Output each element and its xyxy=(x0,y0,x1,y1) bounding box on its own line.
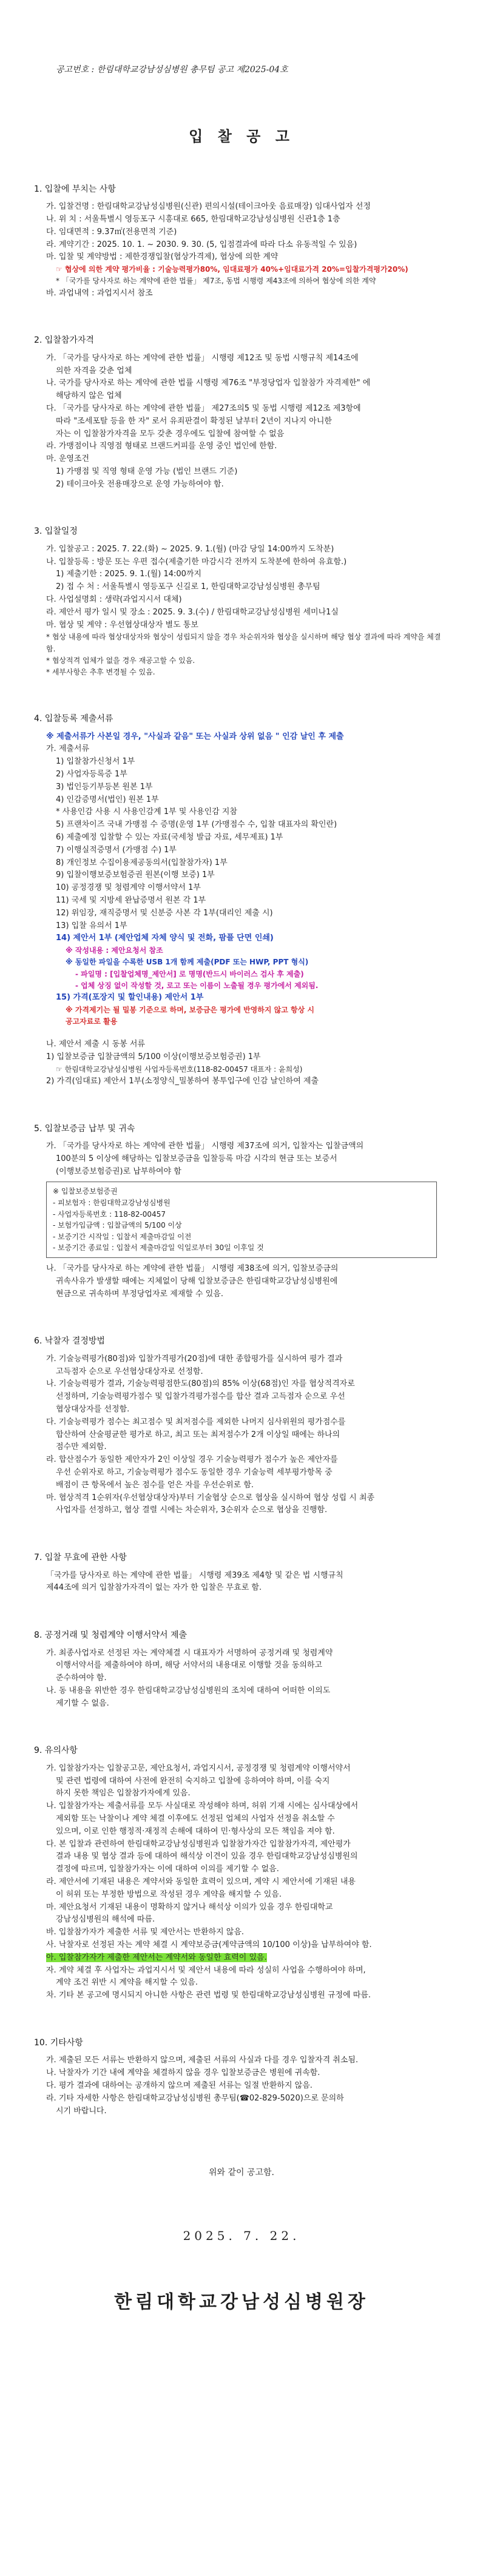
text-line: 합산하여 산술평균한 평가로 하고, 최고 또는 최저점수가 2개 이상일 때에는 하나의 xyxy=(56,1430,340,1439)
list-item: 8) 개인정보 수집이용제공동의서(입찰참가자) 1부 xyxy=(56,858,228,867)
text-line: 차. 기타 본 공고에 명시되지 아니한 사항은 관련 법령 및 한림대학교강남성심병원 규정에 따름. xyxy=(46,1991,371,2000)
box-line: ※ 입찰보증보험증권 xyxy=(53,1187,118,1196)
text-line: 마. 입찰 및 계약방법 : 제한경쟁입찰(협상가격제), 협상에 의한 계약 xyxy=(46,252,279,262)
section-8 xyxy=(34,1629,449,1710)
text-line: 협상대상자를 선정함. xyxy=(56,1404,130,1414)
section-9 xyxy=(34,1744,449,2002)
text-line: 가. 제출된 모든 서류는 반환하지 않으며, 제출된 서류의 사실과 다를 경우 입찰자격 취소됨. xyxy=(46,2056,359,2065)
proposal-note: ※ 작성내용 : 제안요청서 참조 xyxy=(66,946,163,955)
text-line: 결과 내용 및 협상 결과 등에 대하여 해석상 이견이 있을 경우 한림대학교강남성심병원의 xyxy=(56,1852,358,1861)
section-5 xyxy=(34,1122,449,1301)
text-line: 사업자를 선정하고, 협상 결렬 시에는 차순위자, 3순위자 순으로 협상을 진행함. xyxy=(56,1505,328,1515)
section-2 xyxy=(34,334,449,491)
text-line: 라. 제안서에 기재된 내용은 계약서와 동일한 효력이 있으며, 계약 시 제안서에 기재된 내용 xyxy=(46,1877,356,1887)
text-line: 제44조에 의거 입찰참가자격이 없는 자가 한 입찰은 무효로 함. xyxy=(46,1583,262,1593)
list-item: 5) 프랜차이즈 국내 가맹점 수 증명(운영 1부 (가맹점수 수, 입찰 대표자의 확인란) xyxy=(56,820,337,830)
text-line: 나. 국가를 당사자로 하는 계약에 관한 법률 시행령 제76조 "부정당업자 입찰참가 자격제한" 에 xyxy=(46,378,371,388)
bond-info-box xyxy=(46,1182,437,1258)
list-item: 10) 공정경쟁 및 청렴계약 이행서약서 1부 xyxy=(56,883,201,893)
section-heading: 6. 낙찰자 결정방법 xyxy=(34,1336,105,1347)
text-line: 「국가를 당사자로 하는 계약에 관한 법률」 시행령 제39조 제4항 및 같은 법 시행규칙 xyxy=(46,1570,343,1580)
highlighted-text: 아. 입찰참가자가 제출한 제안서는 계약서와 동일한 효력이 있음. xyxy=(46,1952,267,1962)
note-line: * 세부사항은 추후 변경될 수 있음. xyxy=(46,668,155,677)
text-line: 나. 「국가를 당사자로 하는 계약에 관한 법률」 시행령 제38조에 의거, 입찰보증금의 xyxy=(46,1263,339,1273)
text-line: 고득점자 순으로 우선협상대상자로 선정함. xyxy=(56,1367,203,1376)
list-item-proposal: 14) 제안서 1부 (제안업체 자체 양식 및 전화, 팜플 단면 인쇄) xyxy=(56,933,274,943)
text-line: 하지 못한 책임은 입찰참가자에게 있음. xyxy=(56,1789,191,1798)
section-heading: 10. 기타사항 xyxy=(34,2038,83,2048)
warning-line: ※ 제출서류가 사본일 경우, "사실과 같음" 또는 사실과 상위 없음 " 인감 날인 후 제출 xyxy=(46,731,344,741)
text-line: 마. 협상 및 계약 : 우선협상대상자 별도 통보 xyxy=(46,620,198,630)
list-item: 7) 이행실적증명서 (가맹점 수) 1부 xyxy=(56,845,177,855)
text-line: 1) 입찰보증금 입찰금액의 5/100 이상(이행보증보험증권) 1부 xyxy=(46,1052,261,1061)
text-line: 다. 사업설명회 : 생략(과업지시서 대체) xyxy=(46,595,182,605)
text-line: 있으며, 이로 인한 행정적·재정적 손해에 대하여 민·형사상의 모든 책임을 져야 함. xyxy=(56,1826,335,1836)
law-note: * 「국가를 당사자로 하는 계약에 관한 법률」 제7조, 동법 시행령 제43조에 의하여 협상에 의한 계약 xyxy=(56,277,376,286)
price-note: ※ 가격제기는 될 밀봉 기준으로 하며, 보증금은 평가에 반영하지 않고 항상 시 xyxy=(66,1005,314,1014)
section-1 xyxy=(34,183,449,300)
proposal-note: - 파일명 : [입찰업체명_제안서] 로 명명(반드시 바이러스 검사 후 제출) xyxy=(75,969,304,978)
text-line: 자. 계약 체결 후 사업자는 과업지시서 및 제안서 내용에 따라 성실히 사업을 수행하여야 하며, xyxy=(46,1965,366,1975)
text-line: 점수만 제외함. xyxy=(56,1442,107,1452)
text-line: 나. 동 내용을 위반한 경우 한림대학교강남성심병원의 조치에 대하여 어떠한 이의도 xyxy=(46,1686,331,1695)
box-line: - 보증기간 시작일 : 입찰서 제출마감일 이전 xyxy=(53,1232,192,1241)
page-title: 입 찰 공 고 xyxy=(189,127,294,146)
text-line: 배점이 큰 항목에서 높은 점수를 얻은 자를 우선순위로 함. xyxy=(56,1480,254,1490)
text-line: 제기할 수 없음. xyxy=(56,1698,109,1708)
text-line: 계약 조건 위반 시 계약을 해지할 수 있음. xyxy=(56,1978,198,1988)
text-line: 다. 기술능력평가 점수는 최고점수 및 최저점수를 제외한 나머지 심사위원의 평가점수를 xyxy=(46,1417,346,1427)
text-line: 라. 기타 자세한 사항은 한림대학교강남성심병원 총무팀(☎02-829-5020)으로 문의하 xyxy=(46,2093,344,2103)
text-line: 강남성심병원의 해석에 따름. xyxy=(56,1915,155,1925)
text-line: 제외함 또는 낙찰이나 계약 체결 이후에도 선정된 업체의 사업자 선정을 취소할 수 xyxy=(56,1814,335,1824)
text-line: 가. 제출서류 xyxy=(46,744,90,754)
list-item: 3) 법인등기부등본 원본 1부 xyxy=(56,782,153,792)
section-3 xyxy=(34,525,449,678)
text-line: 우선 순위자로 하고, 기술능력평가 점수도 동일한 경우 기술능력 세부평가항목 중 xyxy=(56,1467,333,1477)
list-item: 12) 위임장, 재직증명서 및 신분증 사본 각 1부(대리인 제출 시) xyxy=(56,908,273,918)
box-line: - 사업자등록번호 : 118-82-00457 xyxy=(53,1209,166,1219)
text-line: 가. 입찰공고 : 2025. 7. 22.(화) ~ 2025. 9. 1.(월) (마감 당일 14:00까지 도착분) xyxy=(46,544,334,554)
text-line: 2) 접 수 처 : 서울특별시 영등포구 신길로 1, 한림대학교강남성심병원 총무팀 xyxy=(56,582,320,592)
text-line: 결정에 따르며, 입찰참가자는 이에 대하여 이의를 제기할 수 없음. xyxy=(56,1865,279,1874)
text-line: 바. 과업내역 : 과업지시서 참조 xyxy=(46,288,153,298)
text-line: 가. 입찰참가자는 입찰공고문, 제안요청서, 과업지시서, 공정경쟁 및 청렴계약 이행서약서 xyxy=(46,1763,351,1773)
text-line: 자는 이 입찰참가자격을 모두 갖춘 경우에도 입찰에 참여할 수 없음 xyxy=(56,429,285,439)
section-heading: 4. 입찰등록 제출서류 xyxy=(34,714,113,724)
proposal-note: ※ 동일한 파일을 수록한 USB 1개 함께 제출(PDF 또는 HWP, PPT 형식) xyxy=(66,958,309,967)
section-6 xyxy=(34,1334,449,1517)
text-line: 나. 위 치 : 서울특별시 영등포구 시흥대로 665, 한림대학교강남성심병원 신관1층 1층 xyxy=(46,214,340,224)
text-line: 가. 「국가를 당사자로 하는 계약에 관한 법률」 시행령 제12조 및 동법 시행규칙 제14조에 xyxy=(46,353,359,363)
text-line: ☞ 한림대학교강남성심병원 사업자등록번호(118-82-00457 대표자 : 윤희성) xyxy=(56,1064,303,1074)
section-heading: 9. 유의사항 xyxy=(34,1746,78,1756)
text-line: 가. 입찰건명 : 한림대학교강남성심병원(신관) 편의시설(테이크아웃 음료매장) 임대사업자 선정 xyxy=(46,202,371,212)
section-7 xyxy=(34,1551,449,1595)
text-line: 100분의 5 이상에 해당하는 입찰보증금을 입찰등록 마감 시각의 현금 또는 보증서 xyxy=(56,1154,337,1163)
text-line: 이행서약서를 제출하여야 하며, 해당 서약서의 내용대로 이행할 것을 동의하고 xyxy=(56,1661,323,1670)
text-line: 이 허위 또는 부정한 방법으로 작성된 경우 계약을 해지할 수 있음. xyxy=(56,1889,282,1899)
notice-number: 공고번호 : 한림대학교강남성심병원 총무팀 공고 제2025-04호 xyxy=(56,65,288,75)
list-item: 13) 입찰 유의서 1부 xyxy=(56,921,127,930)
text-line: 마. 제안요청서 기재된 내용이 명확하지 않거나 해석상 이의가 있을 경우 한림대학교 xyxy=(46,1902,333,1912)
text-line: (이행보증보험증권)로 납부하여야 함 xyxy=(56,1166,181,1176)
text-line: 라. 계약기간 : 2025. 10. 1. ~ 2030. 9. 30. (5, 입점결과에 따라 다소 유동적일 수 있음) xyxy=(46,240,357,249)
evaluation-ratio-note: ☞ 협상에 의한 계약 평가비율 : 기술능력평가80%, 임대료평가 40%+임대료가격 20%=입찰가격평가20%) xyxy=(56,265,408,274)
text-line: 시기 바랍니다. xyxy=(56,2106,107,2116)
section-heading: 7. 입찰 무효에 관한 사항 xyxy=(34,1553,127,1563)
section-heading: 1. 입찰에 부치는 사항 xyxy=(34,184,116,194)
text-line: 귀속사유가 발생할 때에는 지체없이 당해 입찰보증금은 한림대학교강남성심병원에 xyxy=(56,1276,338,1286)
list-item: * 사용인감 사용 시 사용인감계 1부 및 사용인감 지참 xyxy=(56,807,237,817)
text-line: 현금으로 귀속하며 부정당업자로 제재할 수 있음. xyxy=(56,1289,223,1299)
text-line: 따라 "조세포탈 등을 한 자" 로서 유죄판결이 확정된 날부터 2년이 지나지 아니한 xyxy=(56,416,332,426)
text-line: 1) 가맹점 및 직영 형태 운영 가능 (법인 브랜드 기준) xyxy=(56,466,238,476)
text-line: 다. 본 입찰과 관련하여 한림대학교강남성심병원과 입찰참가자간 입찰참가자격, 제안평가 xyxy=(46,1839,351,1849)
box-line: - 보증기간 종료일 : 입찰서 제출마감일 익일로부터 30일 이후일 것 xyxy=(53,1243,264,1253)
text-line: 라. 합산점수가 동일한 제안자가 2인 이상일 경우 기술능력평가 점수가 높은 제안자를 xyxy=(46,1455,338,1465)
price-note: 공고자료로 활용 xyxy=(66,1017,118,1026)
text-line: 해당하지 않은 업체 xyxy=(56,391,122,401)
text-line: 나. 기술능력평가 결과, 기술능력평점한도(80점)의 85% 이상(68점)인 자를 협상적격자로 xyxy=(46,1379,355,1389)
text-line: 나. 제안서 제출 시 동봉 서류 xyxy=(46,1040,145,1049)
text-line: 및 관련 법령에 대하여 사전에 완전히 숙지하고 입찰에 응하여야 하며, 이를 숙지 xyxy=(56,1776,330,1786)
text-line: 가. 최종사업자로 선정된 자는 계약체결 시 대표자가 서명하여 공정거래 및 청렴계약 xyxy=(46,1648,333,1658)
list-item: 6) 제출예정 입찰할 수 있는 자료(국세청 발급 자료, 세무제표) 1부 xyxy=(56,832,283,842)
text-line: 나. 입찰참가자는 제출서류를 모두 사실대로 작성해야 하며, 허위 기재 시에는 심사대상에서 xyxy=(46,1801,359,1811)
text-line: 라. 가맹점이나 직영점 형태로 브랜드커피를 운영 중인 법인에 한함. xyxy=(46,442,277,451)
enclosed-docs xyxy=(34,1038,449,1088)
text-line: 다. 평가 결과에 대하여는 공개하지 않으며 제출된 서류는 일절 반환하지 않음. xyxy=(46,2081,312,2090)
list-item: 1) 입찰참가신청서 1부 xyxy=(56,757,135,767)
text-line: 2) 가격(임대료) 제안서 1부(소정양식_밀봉하여 봉투입구에 인감 날인하여 제출 xyxy=(46,1076,319,1086)
text-line: 마. 협상적격 1순위자(우선협상대상자)부터 기술협상 순으로 협상을 실시하여 협상 성립 시 최종 xyxy=(46,1493,375,1502)
box-line: - 피보험자 : 한림대학교강남성심병원 xyxy=(53,1199,171,1208)
list-item: 2) 사업자등록증 1부 xyxy=(56,769,127,779)
text-line: 나. 입찰등록 : 방문 또는 우편 접수(제출기한 마감시각 전까지 도착분에 한하여 유효함.) xyxy=(46,557,347,567)
section-heading: 3. 입찰일정 xyxy=(34,526,78,537)
section-4 xyxy=(34,712,449,1088)
text-line: 사. 낙찰자로 선정된 자는 계약 체결 시 계약보증금(계약금액의 10/100 이상)을 납부하여야 함. xyxy=(46,1940,372,1950)
text-line: 가. 기술능력평가(80점)와 입찰가격평가(20점)에 대한 종합평가를 실시하여 평가 결과 xyxy=(46,1354,343,1364)
notice-date: 2025. 7. 22. xyxy=(183,2228,300,2243)
text-line: 의한 자격을 갖춘 업체 xyxy=(56,366,132,375)
list-item: 4) 인감증명서(법인) 원본 1부 xyxy=(56,795,159,804)
highlighted-line xyxy=(34,1952,449,1965)
box-line: - 보험가입금액 : 입찰금액의 5/100 이상 xyxy=(53,1221,182,1230)
section-heading: 8. 공정거래 및 청렴계약 이행서약서 제출 xyxy=(34,1630,187,1641)
list-item: 9) 입찰이행보증보험증권 원본(이행 보증) 1부 xyxy=(56,870,215,880)
list-item: 11) 국세 및 지방세 완납증명서 원본 각 1부 xyxy=(56,895,206,905)
text-line: 2) 테이크아웃 전용매장으로 운영 가능하여야 함. xyxy=(56,479,224,489)
issuer-name: 한림대학교강남성심병원장 xyxy=(114,2291,369,2313)
text-line: 선정하며, 기술능력평가점수 및 입찰가격평가점수를 합산 결과 고득점자 순으로 우선 xyxy=(56,1392,345,1402)
text-line: 마. 운영조건 xyxy=(46,454,90,464)
section-heading: 5. 입찰보증금 납부 및 귀속 xyxy=(34,1123,135,1134)
list-item-price-proposal: 15) 가격(포장지 및 할인내용) 제안서 1부 xyxy=(56,992,204,1002)
text-line: 가. 「국가를 당사자로 하는 계약에 관한 법률」 시행령 제37조에 의거, 입찰자는 입찰금액의 xyxy=(46,1142,364,1151)
note-line: * 협상적격 업체가 없을 경우 재공고할 수 있음. xyxy=(46,656,195,665)
text-line: 다. 임대면적 : 9.37㎡(전용면적 기준) xyxy=(46,227,177,237)
text-line: 바. 입찰참가자가 제출한 서류 및 제안서는 반환하지 않음. xyxy=(46,1928,245,1937)
section-heading: 2. 입찰참가자격 xyxy=(34,335,94,346)
section-10 xyxy=(34,2036,449,2117)
closing-statement: 위와 같이 공고함. xyxy=(208,2168,275,2178)
text-line: 나. 낙찰자가 기간 내에 계약을 체결하지 않을 경우 입찰보증금은 병원에 귀속함. xyxy=(46,2068,320,2078)
text-line: 1) 제출기한 : 2025. 9. 1.(월) 14:00까지 xyxy=(56,570,202,579)
proposal-note: - 업체 상징 없이 작성할 것, 로고 또는 이름이 노출될 경우 평가에서 제외됨. xyxy=(75,981,319,990)
text-line: 다. 「국가를 당사자로 하는 계약에 관한 법률」 제27조의5 및 동법 시행령 제12조 제3항에 xyxy=(46,403,361,413)
note-line: * 협상 내용에 따라 협상대상자와 협상이 성립되지 않을 경우 차순위자와 협상을 실시하며 해당 협상 결과에 따라 계약을 체결함. xyxy=(46,633,441,653)
text-line: 준수하여야 함. xyxy=(56,1673,107,1683)
text-line: 라. 제안서 평가 일시 및 장소 : 2025. 9. 3.(수) / 한림대학교강남성심병원 세미나1실 xyxy=(46,607,339,617)
